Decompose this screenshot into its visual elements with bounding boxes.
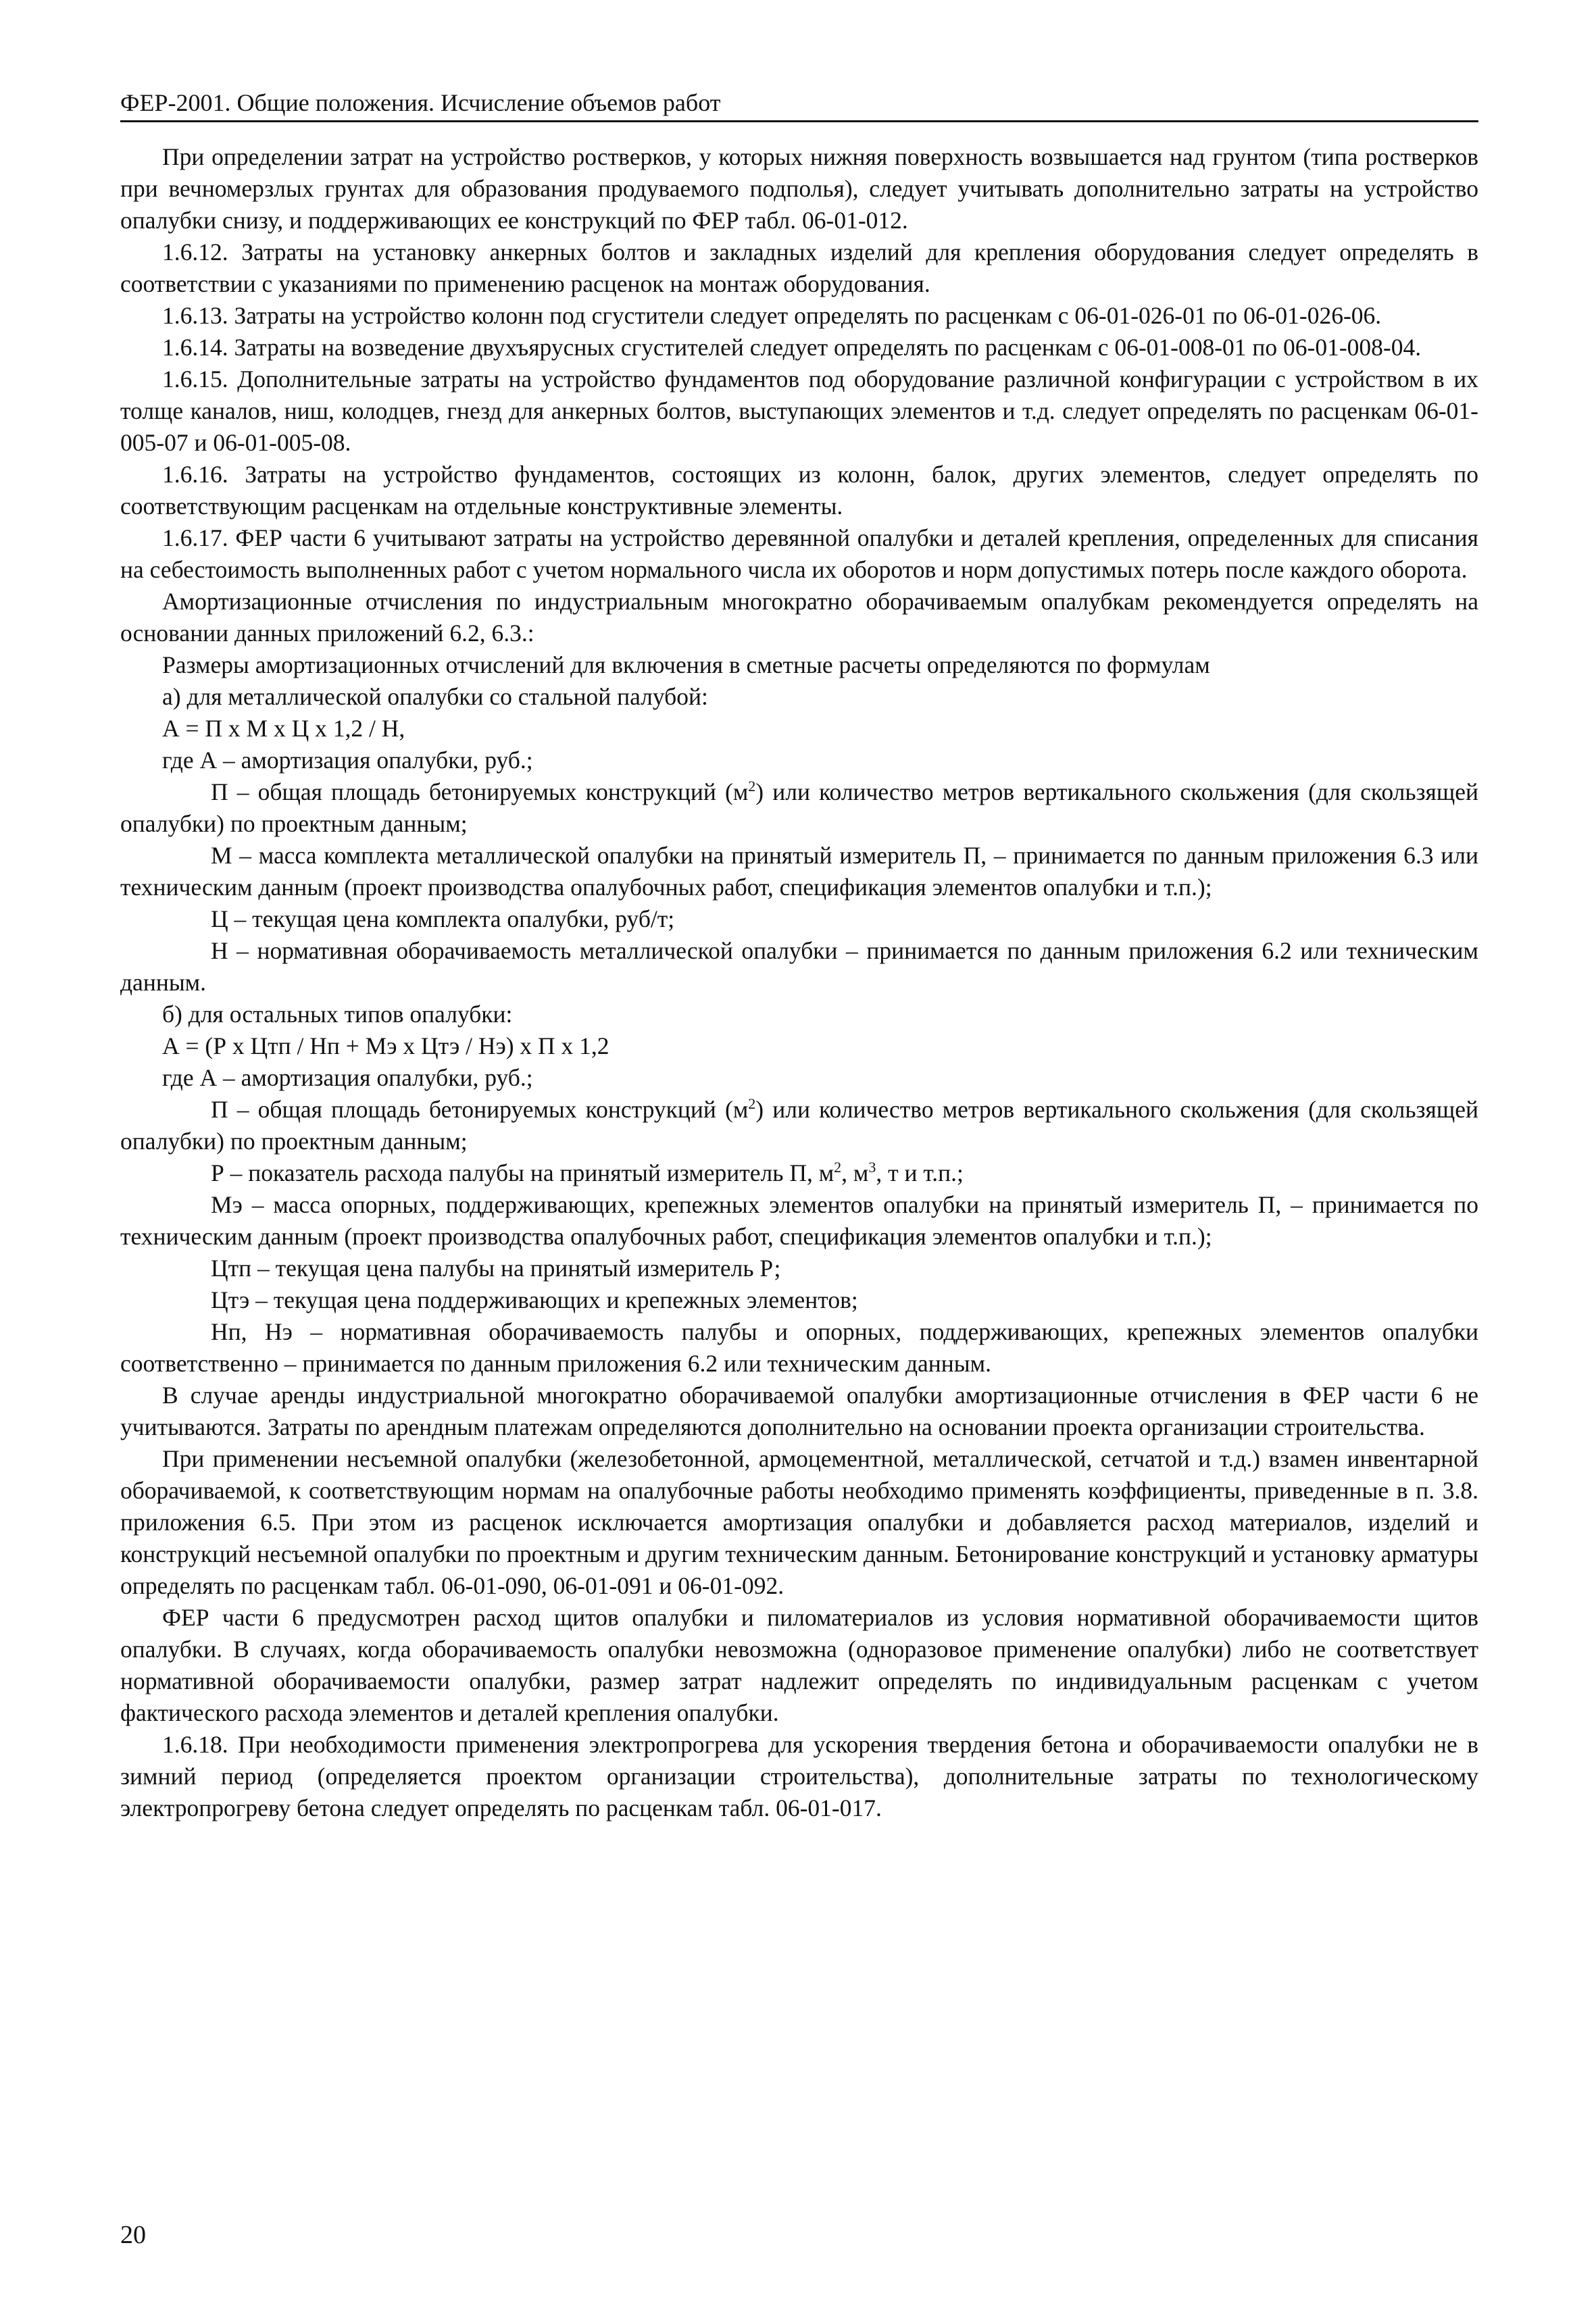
- paragraph-1-6-13: 1.6.13. Затраты на устройство колонн под сгустители следует определять по расценкам с 06-01-026-01 по 06-01-026-06.: [162, 302, 1382, 329]
- paragraph-rostverk: При определении затрат на устройство ростверков, у которых нижняя поверхность возвышается над грунтом (типа ростверков при вечномерзлых грунтах для образования продуваемого подполья), следует учитывать дополнительно затраты на устройство опалубки снизу, и поддерживающих ее конструкций по ФЕР табл. 06-01-012.: [120, 143, 1478, 234]
- formula-metal: А = П х М х Ц х 1,2 / Н,: [162, 715, 405, 742]
- definition-cte: Цтэ – текущая цена поддерживающих и крепежных элементов;: [211, 1286, 858, 1313]
- paragraph-permanent-formwork: При применении несъемной опалубки (железобетонной, армоцементной, металлической, сетчатой и т.д.) взамен инвентарной оборачиваемой, к соответствующим нормам на опалубочные работы необходимо применять коэффициенты, приведенные в п. 3.8. приложения 6.5. При этом из расценок исключается амортизация опалубки и добавляется расход материалов, изделий и конструкций несъемной опалубки по проектным и другим техническим данным. Бетонирование конструкций и установку арматуры определять по расценкам табл. 06-01-090, 06-01-091 и 06-01-092.: [120, 1445, 1478, 1599]
- definition-p-text: П – общая площадь бетонируемых конструкций (м: [211, 778, 749, 805]
- paragraph-amortization: Амортизационные отчисления по индустриальным многократно оборачиваемым опалубкам рекомендуется определять на основании данных приложений 6.2, 6.3.:: [120, 588, 1478, 647]
- paragraph-formulas-intro: Размеры амортизационных отчислений для включения в сметные расчеты определяются по формулам: [162, 651, 1210, 678]
- definition-n: Н – нормативная оборачиваемость металлической опалубки – принимается по данным приложения 6.2 или техническим данным.: [120, 937, 1478, 996]
- definition-p-2-text: П – общая площадь бетонируемых конструкций (м: [211, 1096, 749, 1123]
- definition-p-2: [120, 1094, 1478, 1157]
- paragraph-1-6-18: 1.6.18. При необходимости применения электропрогрева для ускорения твердения бетона и оборачиваемости опалубки не в зимний период (определяется проектом организации строительства), дополнительные затраты по технологическому электропрогреву бетона следует определять по расценкам табл. 06-01-017.: [120, 1731, 1478, 1821]
- paragraph-other-formwork: б) для остальных типов опалубки:: [162, 1001, 513, 1028]
- definition-me: Мэ – масса опорных, поддерживающих, крепежных элементов опалубки на принятый измеритель П, – принимается по техническим данным (проект производства опалубочных работ, спецификация элементов опалубки и т.п.);: [120, 1191, 1478, 1250]
- paragraph-1-6-15: 1.6.15. Дополнительные затраты на устройство фундаментов под оборудование различной конфигурации с устройством в их толще каналов, ниш, колодцев, гнезд для анкерных болтов, выступающих элементов и т.д. следует определять по расценкам 06-01-005-07 и 06-01-005-08.: [120, 366, 1478, 456]
- document-body: [120, 141, 1478, 1824]
- paragraph-1-6-16: 1.6.16. Затраты на устройство фундаментов, состоящих из колонн, балок, других элементов, следует определять по соответствующим расценкам на отдельные конструктивные элементы.: [120, 461, 1478, 520]
- definition-m: М – масса комплекта металлической опалубки на принятый измеритель П, – принимается по данным приложения 6.3 или техническим данным (проект производства опалубочных работ, спецификация элементов опалубки и т.п.);: [120, 842, 1478, 901]
- superscript: 2: [748, 778, 756, 795]
- paragraph-1-6-17: 1.6.17. ФЕР части 6 учитывают затраты на устройство деревянной опалубки и деталей крепления, определенных для списания на себестоимость выполненных работ с учетом нормального числа их оборотов и норм допустимых потерь после каждого оборота.: [120, 524, 1478, 583]
- definition-c: Ц – текущая цена комплекта опалубки, руб/т;: [211, 905, 675, 932]
- definition-np-ne: Нп, Нэ – нормативная оборачиваемость палубы и опорных, поддерживающих, крепежных элементов опалубки соответственно – принимается по данным приложения 6.2 или техническим данным.: [120, 1318, 1478, 1377]
- document-page: [120, 88, 1478, 1824]
- paragraph-1-6-12: 1.6.12. Затраты на установку анкерных болтов и закладных изделий для крепления оборудования следует определять в соответствии с указаниями по применению расценок на монтаж оборудования.: [120, 238, 1478, 297]
- definition-r-text-2: , м: [841, 1159, 869, 1186]
- formula-other: А = (Р х Цтп / Нп + Мэ х Цтэ / Нэ) х П х 1,2: [162, 1032, 609, 1059]
- paragraph-1-6-14: 1.6.14. Затраты на возведение двухъярусных сгустителей следует определять по расценкам с 06-01-008-01 по 06-01-008-04.: [162, 334, 1422, 361]
- definition-p-text-cont: ) или количество метров вертикального скольжения (для скользящей опалубки) по проектным данным;: [120, 778, 1478, 837]
- definition-a-2: где А – амортизация опалубки, руб.;: [162, 1064, 533, 1091]
- definition-r-text: Р – показатель расхода палубы на принятый измеритель П, м: [211, 1159, 834, 1186]
- running-header: ФЕР-2001. Общие положения. Исчисление объемов работ: [120, 88, 1478, 122]
- paragraph-panel-usage: ФЕР части 6 предусмотрен расход щитов опалубки и пиломатериалов из условия нормативной оборачиваемости щитов опалубки. В случаях, когда оборачиваемость опалубки невозможна (одноразовое применение опалубки) либо не соответствует нормативной оборачиваемости опалубки, размер затрат надлежит определять по индивидуальным расценкам с учетом фактического расхода элементов и деталей крепления опалубки.: [120, 1604, 1478, 1726]
- superscript: 2: [748, 1095, 756, 1113]
- definition-p: [120, 776, 1478, 840]
- definition-r: [120, 1157, 1478, 1189]
- superscript: 3: [868, 1159, 876, 1176]
- page-number: 20: [120, 2221, 146, 2249]
- definition-r-text-3: , т и т.п.;: [876, 1159, 964, 1186]
- definition-ctp: Цтп – текущая цена палубы на принятый измеритель Р;: [211, 1255, 781, 1282]
- superscript: 2: [834, 1159, 842, 1176]
- paragraph-metal-formwork: а) для металлической опалубки со стальной палубой:: [162, 683, 708, 710]
- definition-p-2-text-cont: ) или количество метров вертикального скольжения (для скользящей опалубки) по проектным данным;: [120, 1096, 1478, 1155]
- paragraph-rental: В случае аренды индустриальной многократно оборачиваемой опалубки амортизационные отчисления в ФЕР части 6 не учитываются. Затраты по арендным платежам определяются дополнительно на основании проекта организации строительства.: [120, 1382, 1478, 1440]
- definition-a: где А – амортизация опалубки, руб.;: [162, 747, 533, 774]
